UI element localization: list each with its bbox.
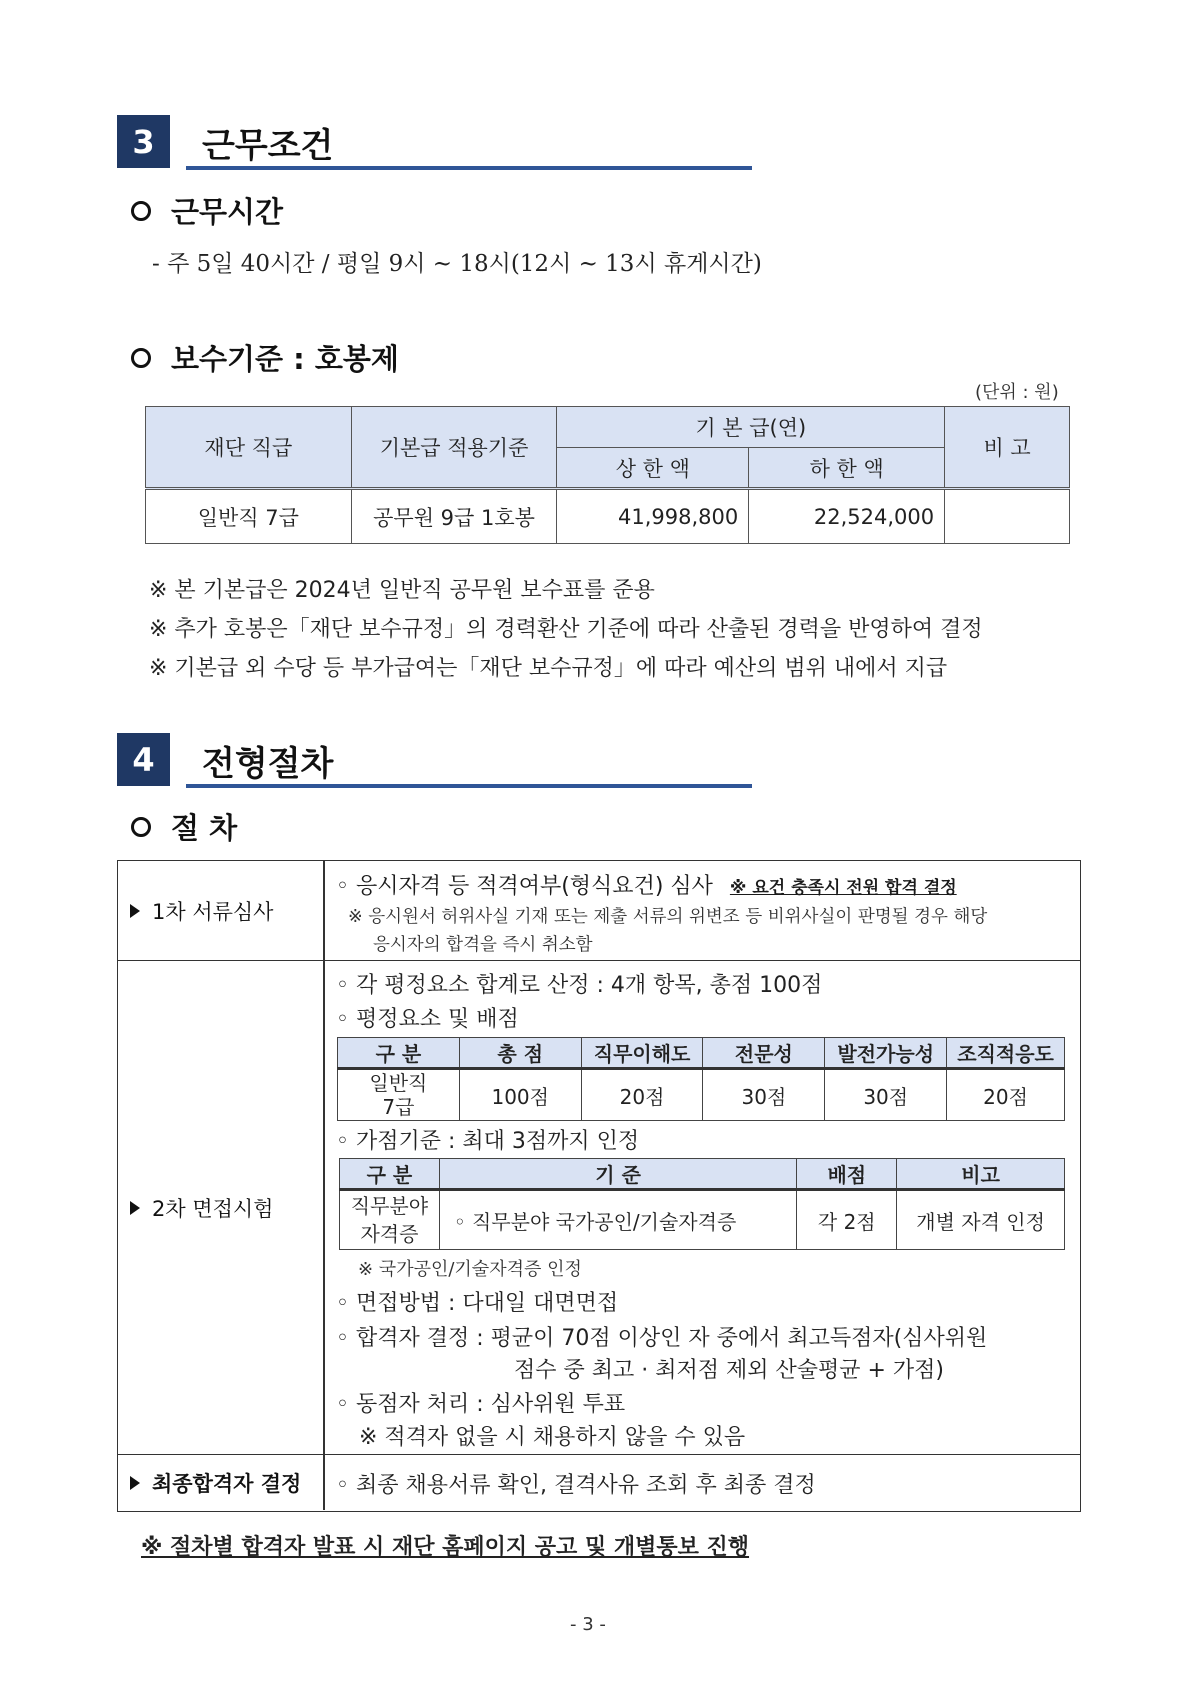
header-lower: 하 한 액 bbox=[749, 448, 945, 489]
stage2-line5b: 점수 중 최고 · 최저점 제외 산술평균 + 가점) bbox=[514, 1358, 944, 1383]
cell-lower: 22,524,000 bbox=[749, 489, 945, 544]
stage2-label: 2차 면접시험 bbox=[118, 961, 323, 1455]
circle-bullet-icon bbox=[131, 348, 151, 368]
score-value-growth: 30점 bbox=[825, 1069, 947, 1121]
procedure-row-stage1 bbox=[118, 861, 1080, 961]
stage1-line1: ◦ 응시자격 등 적격여부(형식요건) 심사 ※ 요건 충족시 전원 합격 결정 bbox=[336, 874, 957, 899]
stage2-line4: ◦ 면접방법 : 다대일 대면면접 bbox=[336, 1291, 619, 1316]
score-header-job-understanding: 직무이해도 bbox=[581, 1038, 703, 1069]
score-header-total: 총 점 bbox=[459, 1038, 581, 1069]
stage2-line6-note: ※ 적격자 없을 시 채용하지 않을 수 있음 bbox=[359, 1425, 746, 1450]
bonus-remark: 개별 자격 인정 bbox=[897, 1190, 1065, 1250]
work-hours-heading: 근무시간 bbox=[131, 190, 283, 231]
salary-note-3: ※ 기본급 외 수당 등 부가급여는「재단 보수규정」에 따라 예산의 범위 내에서 지급 bbox=[149, 656, 948, 681]
triangle-bullet-icon bbox=[130, 904, 140, 918]
score-value-job-understanding: 20점 bbox=[581, 1069, 703, 1121]
unit-label: (단위 : 원) bbox=[975, 382, 1059, 403]
score-row-label: 일반직 7급 bbox=[338, 1069, 460, 1121]
bonus-header-criteria: 기 준 bbox=[439, 1159, 796, 1190]
circle-bullet-icon bbox=[131, 817, 151, 837]
score-value-expertise: 30점 bbox=[703, 1069, 825, 1121]
section-title: 근무조건 bbox=[202, 126, 334, 166]
score-value-total: 100점 bbox=[459, 1069, 581, 1121]
stage2-line1: ◦ 각 평정요소 합계로 산정 : 4개 항목, 총점 100점 bbox=[336, 973, 823, 998]
stage1-label: 1차 서류심사 bbox=[118, 861, 323, 961]
page-number: - 3 - bbox=[570, 1614, 606, 1635]
salary-table bbox=[145, 406, 1070, 544]
score-header-expertise: 전문성 bbox=[703, 1038, 825, 1069]
bonus-header-remark: 비고 bbox=[897, 1159, 1065, 1190]
cell-basis: 공무원 9급 1호봉 bbox=[351, 489, 557, 544]
salary-heading: 보수기준 : 호봉제 bbox=[131, 337, 399, 378]
stage2-line6: ◦ 동점자 처리 : 심사위원 투표 bbox=[336, 1392, 626, 1417]
score-value-adaptability: 20점 bbox=[947, 1069, 1065, 1121]
header-basis: 기본급 적용기준 bbox=[351, 407, 557, 489]
header-position: 재단 직급 bbox=[146, 407, 352, 489]
column-divider bbox=[323, 1455, 325, 1510]
bonus-table bbox=[339, 1158, 1065, 1250]
stage3-line1: ◦ 최종 채용서류 확인, 결격사유 조회 후 최종 결정 bbox=[336, 1473, 816, 1498]
salary-note-2: ※ 추가 호봉은「재단 보수규정」의 경력환산 기준에 따라 산출된 경력을 반영하여 결정 bbox=[149, 617, 983, 642]
stage2-line3: ◦ 가점기준 : 최대 3점까지 인정 bbox=[336, 1129, 640, 1154]
work-hours-text: - 주 5일 40시간 / 평일 9시 ~ 18시(12시 ~ 13시 휴게시간) bbox=[152, 251, 762, 277]
header-remark: 비 고 bbox=[945, 407, 1070, 489]
procedure-row-stage3 bbox=[118, 1455, 1080, 1510]
footer-note: ※ 절차별 합격자 발표 시 재단 홈페이지 공고 및 개별통보 진행 bbox=[141, 1535, 750, 1560]
salary-note-1: ※ 본 기본급은 2024년 일반직 공무원 보수표를 준용 bbox=[149, 578, 655, 603]
score-header-adaptability: 조직적응도 bbox=[947, 1038, 1065, 1069]
header-base-pay: 기 본 급(연) bbox=[557, 407, 945, 448]
bonus-header-points: 배점 bbox=[797, 1159, 897, 1190]
stage1-note2: 응시자의 합격을 즉시 취소함 bbox=[373, 935, 593, 955]
section-number-badge: 3 bbox=[117, 115, 170, 168]
stage1-bold-note: ※ 요건 충족시 전원 합격 결정 bbox=[729, 878, 957, 898]
column-divider bbox=[323, 861, 325, 960]
section-underline bbox=[186, 784, 752, 788]
section-title: 전형절차 bbox=[202, 744, 334, 784]
bonus-row-label: 직무분야 자격증 bbox=[340, 1190, 440, 1250]
bonus-points: 각 2점 bbox=[797, 1190, 897, 1250]
score-table bbox=[337, 1037, 1065, 1121]
section-number-badge: 4 bbox=[117, 733, 170, 786]
stage2-line5: ◦ 합격자 결정 : 평균이 70점 이상인 자 중에서 최고득점자(심사위원 bbox=[336, 1326, 988, 1351]
bonus-header-category: 구 분 bbox=[340, 1159, 440, 1190]
bonus-note: ※ 국가공인/기술자격증 인정 bbox=[358, 1259, 582, 1280]
cell-upper: 41,998,800 bbox=[557, 489, 749, 544]
procedure-table bbox=[117, 860, 1081, 1512]
column-divider bbox=[323, 961, 325, 1454]
triangle-bullet-icon bbox=[130, 1201, 140, 1215]
bonus-criteria: ◦ 직무분야 국가공인/기술자격증 bbox=[439, 1190, 796, 1250]
cell-position: 일반직 7급 bbox=[146, 489, 352, 544]
procedure-row-stage2 bbox=[118, 961, 1080, 1455]
circle-bullet-icon bbox=[131, 201, 151, 221]
procedure-heading: 절 차 bbox=[131, 806, 237, 847]
header-upper: 상 한 액 bbox=[557, 448, 749, 489]
section-underline bbox=[186, 166, 752, 170]
cell-remark bbox=[945, 489, 1070, 544]
triangle-bullet-icon bbox=[130, 1476, 140, 1490]
score-header-growth: 발전가능성 bbox=[825, 1038, 947, 1069]
stage1-note1: ※ 응시원서 허위사실 기재 또는 제출 서류의 위변조 등 비위사실이 판명될 경우 해당 bbox=[348, 907, 988, 927]
stage3-label: 최종합격자 결정 bbox=[118, 1455, 323, 1510]
stage2-line2: ◦ 평정요소 및 배점 bbox=[336, 1007, 519, 1032]
score-header-category: 구 분 bbox=[338, 1038, 460, 1069]
